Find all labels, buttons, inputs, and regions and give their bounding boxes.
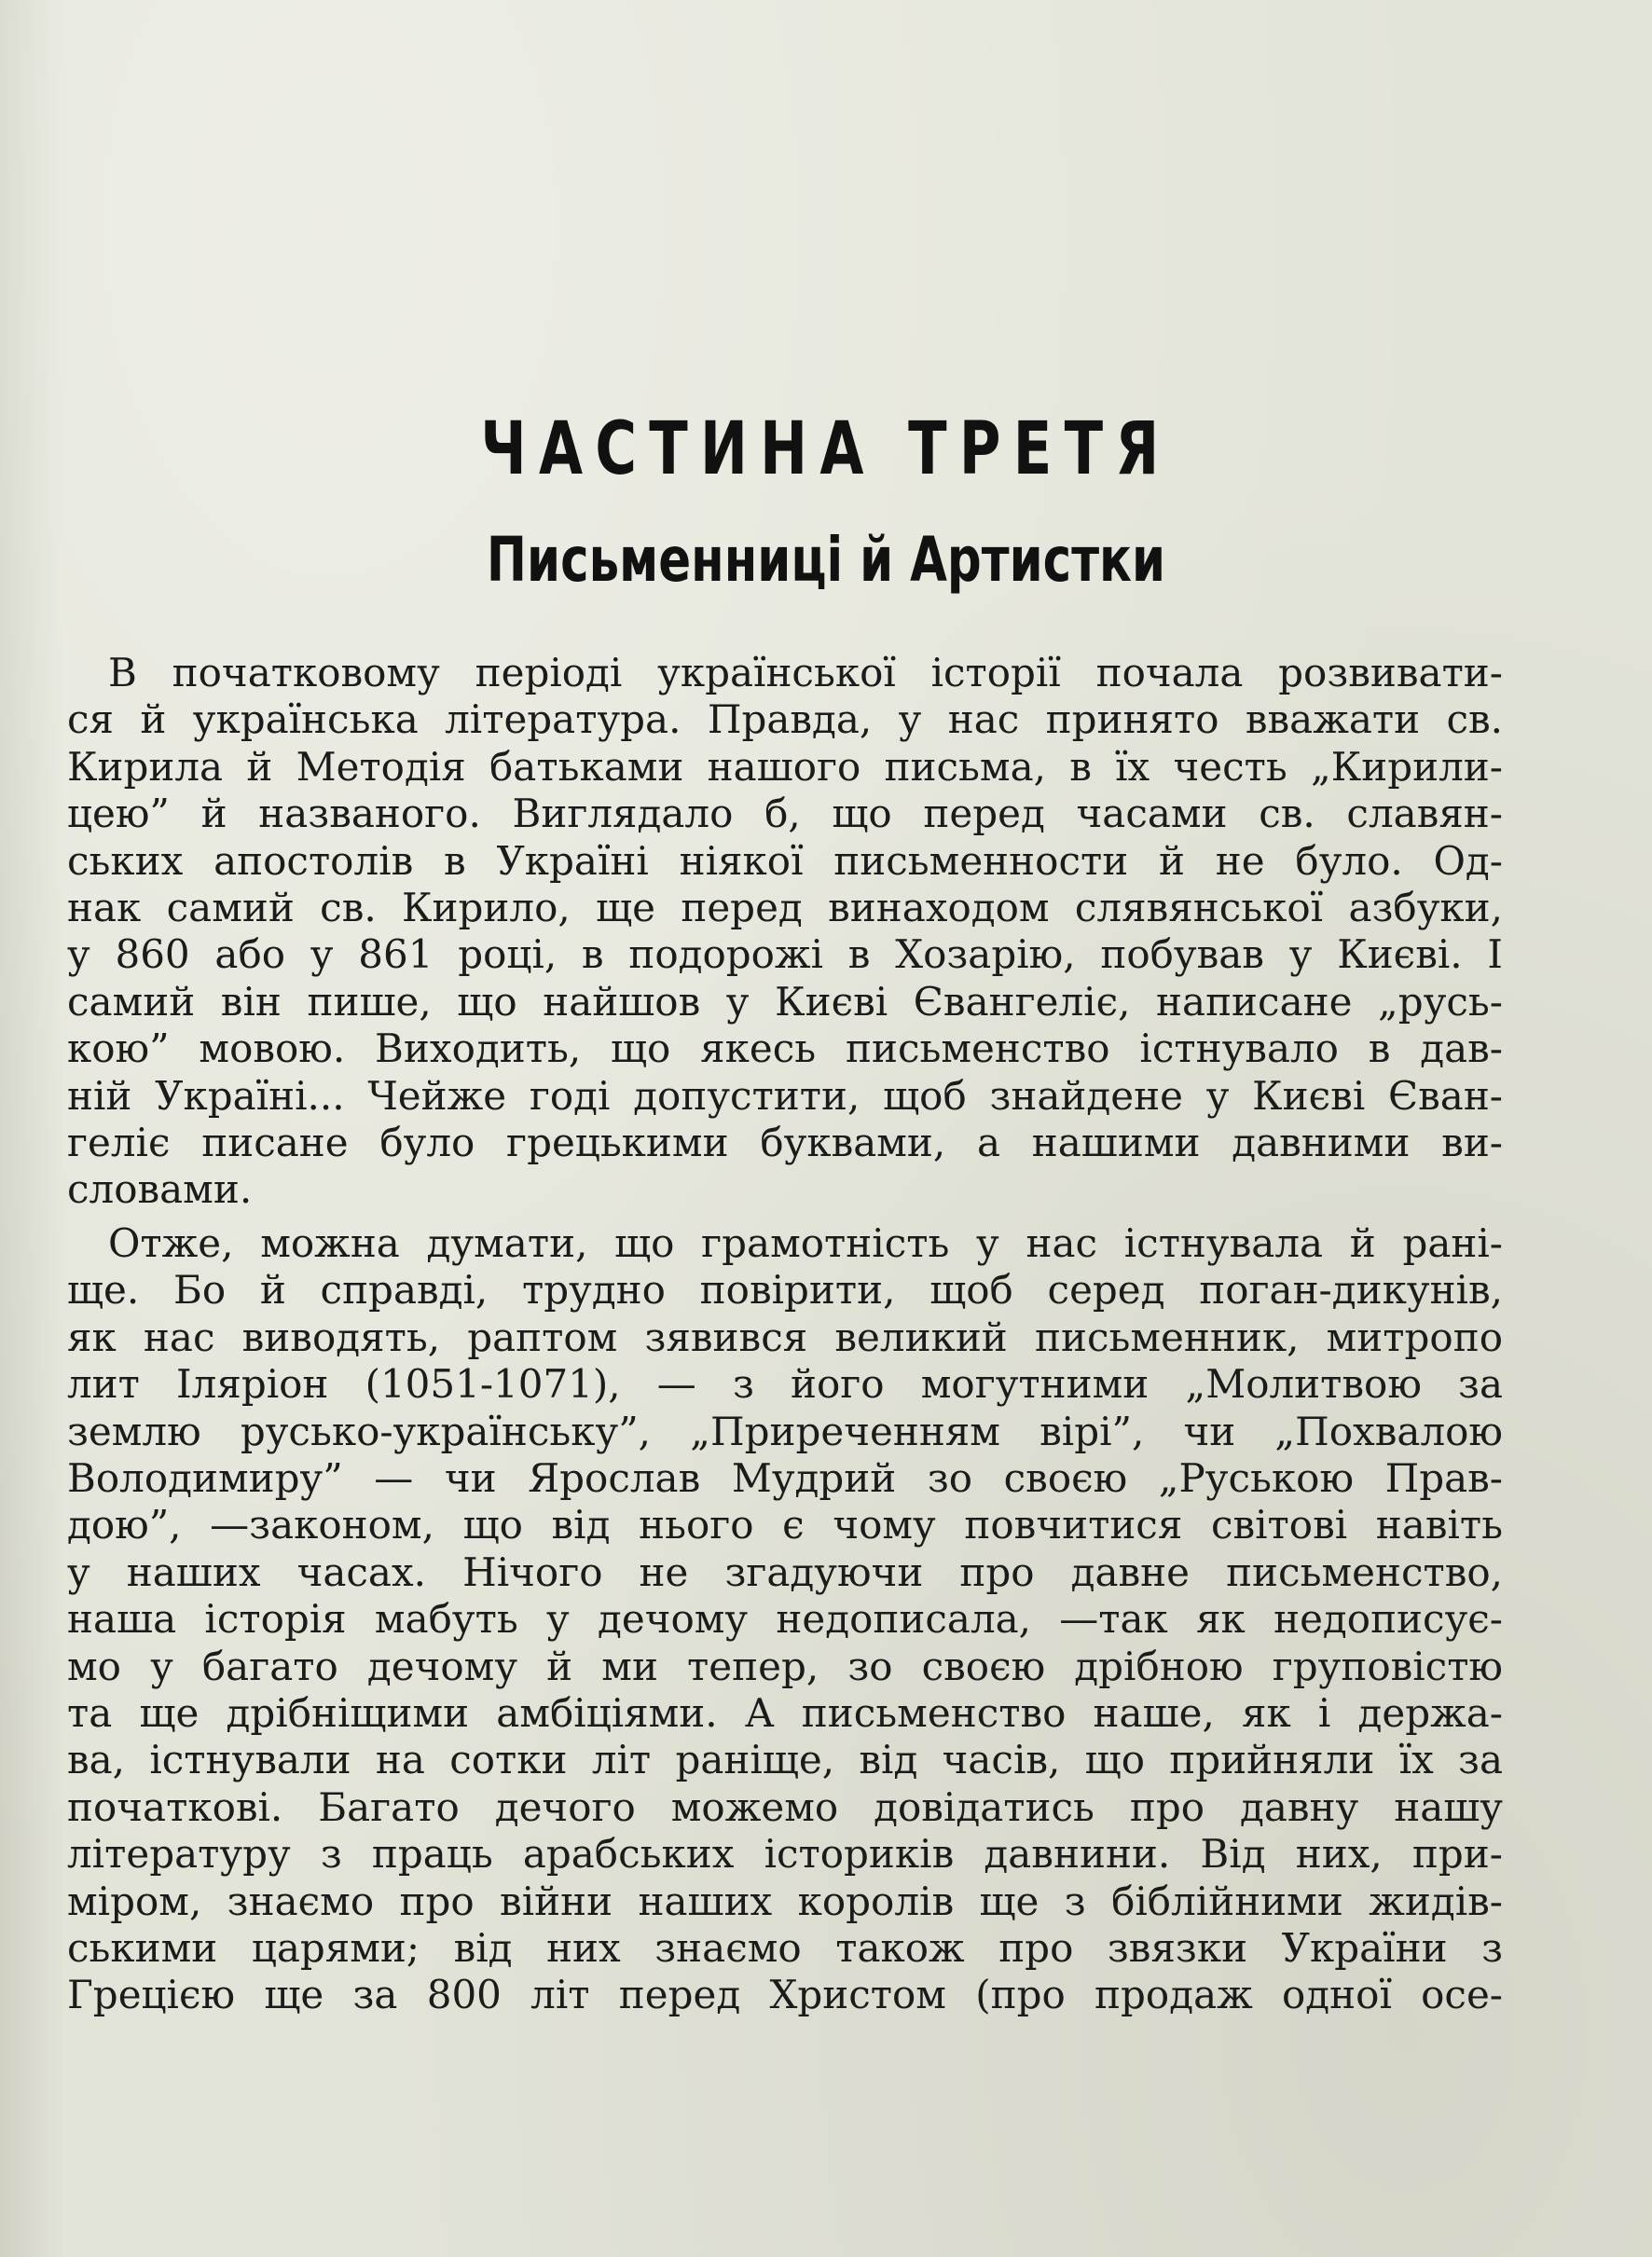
text-line: Грецією ще за 800 літ перед Христом (про продаж одної осе- [67, 1972, 1503, 2018]
text-line: наша історія мабуть у дечому недописала, —так як недописує- [67, 1596, 1503, 1643]
text-line: лит Іляріон (1051-1071), — з його могутними „Молитвою за [67, 1361, 1503, 1408]
text-line: у 860 або у 861 році, в подорожі в Хозарію, побував у Києві. І [67, 931, 1503, 978]
text-line: словами. [67, 1166, 253, 1213]
text-line: землю русько-українську”, „Приреченням вірі”, чи „Похвалою [67, 1408, 1503, 1454]
body-text [67, 650, 1503, 2019]
text-line: самий він пише, що найшов у Києві Євангеліє, написане „русь- [67, 978, 1503, 1025]
part-title: ЧАСТИНА ТРЕТЯ [480, 407, 1172, 491]
text-line: Кирила й Методія батьками нашого письма, в їх честь „Кирили- [67, 743, 1503, 790]
text-line: літературу з праць арабських істориків давнини. Від них, при- [67, 1831, 1503, 1878]
text-line: Отже, можна думати, що грамотність у нас істнувала й рані- [108, 1219, 1503, 1266]
text-line: В початковому періоді української історії почала розвивати- [108, 650, 1503, 695]
text-line: міром, знаємо про війни наших королів ще з біблійними жидів- [67, 1878, 1503, 1924]
text-line: кою” мовою. Виходить, що якесь письменство істнувало в дав- [67, 1025, 1503, 1072]
paragraph-1 [67, 650, 1503, 1214]
text-line: ся й українська література. Правда, у нас принято вважати св. [67, 696, 1503, 743]
text-line: ній Україні... Чейже годі допустити, щоб знайдене у Києві Єван- [67, 1072, 1503, 1119]
text-line: дою”, —законом, що від нього є чому повчитися світові навіть [67, 1502, 1503, 1548]
text-line: ва, істнували на сотки літ раніще, від часів, що прийняли їх за [67, 1737, 1503, 1783]
text-line: ських апостолів в Україні ніякої письменности й не було. Од- [67, 837, 1503, 884]
text-line: ще. Бо й справді, трудно повірити, щоб серед поган-дикунів, [67, 1267, 1503, 1314]
text-line: як нас виводять, раптом зявився великий письменник, митропо [67, 1314, 1503, 1360]
text-line: цею” й названого. Виглядало б, що перед часами св. славян- [67, 791, 1503, 837]
text-line: початкові. Багато дечого можемо довідатись про давну нашу [67, 1783, 1503, 1830]
chapter-subtitle: Письменниці й Артистки [486, 524, 1166, 596]
text-line: у наших часах. Нічого не згадуючи про давне письменство, [67, 1548, 1503, 1595]
text-line: геліє писане було грецькими буквами, а нашими давними ви- [67, 1120, 1503, 1166]
text-line: мо у багато дечому й ми тепер, зо своєю дрібною груповістю [67, 1643, 1503, 1689]
paragraph-2 [67, 1220, 1503, 2019]
text-line: ськими царями; від них знаємо також про звязки України з [67, 1924, 1503, 1971]
text-line: нак самий св. Кирило, ще перед винаходом слявянської азбуки, [67, 885, 1503, 931]
text-line: та ще дрібніщими амбіціями. А письменство наше, як і держа- [67, 1689, 1503, 1736]
text-line: Володимиру” — чи Ярослав Мудрий зо своєю „Руською Прав- [67, 1454, 1503, 1501]
